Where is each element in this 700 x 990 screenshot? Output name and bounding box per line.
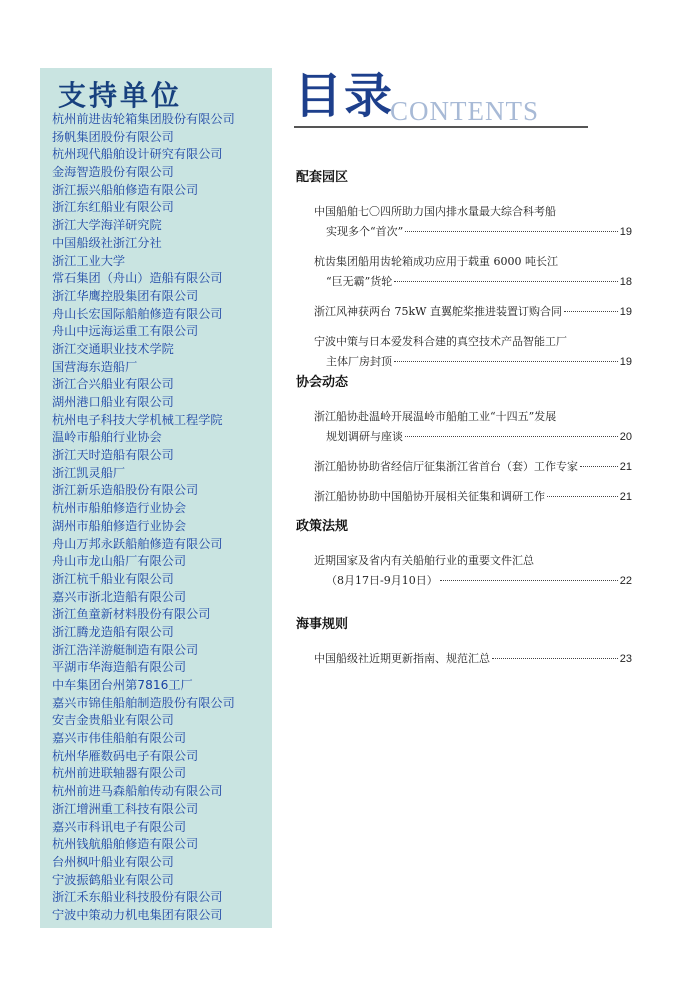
sponsor-item: 安吉金贵船业有限公司: [52, 713, 174, 728]
sponsor-item: 浙江增洲重工科技有限公司: [52, 801, 199, 816]
dot-leader: [547, 496, 618, 497]
sponsor-item: 浙江振兴船舶修造有限公司: [52, 182, 199, 197]
section-zhengce-fagui: [296, 515, 636, 601]
section-heading: 配套园区: [296, 170, 349, 185]
sponsor-item: 平湖市华海造船有限公司: [52, 660, 187, 675]
supporters-title: 支持单位: [58, 79, 183, 112]
sponsor-item: 杭州前进联轴器有限公司: [52, 766, 187, 781]
toc-entry-title: 规划调研与座谈: [326, 430, 403, 443]
toc-entry-title: 宁波中策与日本爱发科合建的真空技术产品智能工厂: [314, 335, 567, 348]
toc-title: 目录: [294, 68, 395, 124]
section-heading: 海事规则: [296, 617, 349, 632]
sponsor-item: 浙江浩洋游艇制造有限公司: [52, 642, 199, 657]
toc-entry-title: 主体厂房封顶: [326, 355, 392, 368]
section-heading: 协会动态: [296, 375, 349, 390]
sponsor-item: 浙江大学海洋研究院: [52, 218, 162, 233]
sponsor-item: 宁波中策动力机电集团有限公司: [52, 907, 223, 922]
section-haishi-guize: [296, 613, 636, 679]
sponsor-item: 湖州港口船业有限公司: [52, 395, 174, 409]
sponsor-item: 杭州前进齿轮箱集团股份有限公司: [52, 112, 235, 126]
toc-entry-title: 杭齿集团船用齿轮箱成功应用于载重 6000 吨长江: [314, 255, 558, 268]
section-peitao-yuanqu: [296, 166, 636, 382]
sponsor-item: 舟山市龙山船厂有限公司: [52, 554, 187, 569]
sponsor-item: 浙江工业大学: [52, 253, 126, 268]
sponsor-item: 温岭市船舶行业协会: [52, 430, 162, 445]
toc-entry-title: 中国船级社近期更新指南、规范汇总: [314, 652, 490, 665]
sponsor-item: 嘉兴市锦佳船舶制造股份有限公司: [52, 695, 235, 710]
toc-entry-title: 浙江风神获两台 75kW 直翼舵桨推进装置订购合同: [314, 305, 562, 318]
toc-divider: [294, 126, 588, 128]
toc-entry[interactable]: [314, 202, 632, 242]
supporters-panel: [40, 68, 272, 928]
sponsor-item: 杭州电子科技大学机械工程学院: [52, 412, 223, 427]
sponsor-item: 台州枫叶船业有限公司: [52, 854, 174, 869]
toc-page-number: 23: [619, 653, 632, 665]
toc-entry[interactable]: [314, 302, 632, 322]
sponsor-item: 杭州市船舶修造行业协会: [52, 501, 187, 516]
sponsor-item: 国营海东造船厂: [52, 359, 138, 374]
section-heading: 政策法规: [296, 519, 349, 534]
toc-entry[interactable]: [314, 332, 632, 372]
toc-entry[interactable]: [314, 649, 632, 669]
toc-entry-title: 浙江船协赴温岭开展温岭市船舶工业“十四五”发展: [314, 410, 557, 423]
sponsor-item: 浙江交通职业技术学院: [52, 341, 174, 356]
toc-page-number: 18: [619, 276, 632, 288]
sponsor-item: 杭州前进马森船舶传动有限公司: [52, 784, 223, 799]
sponsor-item: 中国船级社浙江分社: [52, 235, 162, 250]
sponsor-item: 杭州钱航船舶修造有限公司: [52, 837, 199, 852]
sponsor-item: 浙江杭千船业有限公司: [52, 571, 174, 586]
sponsor-item: 嘉兴市科讯电子有限公司: [52, 819, 187, 834]
sponsor-item: 金海智造股份有限公司: [52, 165, 174, 180]
toc-entry[interactable]: [314, 487, 632, 507]
toc-entry-title: 实现多个“首次”: [326, 225, 404, 238]
toc-entry-title: 中国船舶七〇四所助力国内排水量最大综合科考船: [314, 205, 556, 218]
sponsor-item: 浙江合兴船业有限公司: [52, 377, 174, 392]
sponsor-item: 常石集团（舟山）造船有限公司: [52, 271, 223, 286]
toc-page-number: 19: [619, 306, 632, 318]
sponsor-item: 浙江鱼童新材料股份有限公司: [52, 607, 211, 622]
sponsor-item: 舟山长宏国际船舶修造有限公司: [52, 306, 223, 321]
toc-page-number: 19: [619, 356, 632, 368]
toc-page-number: 21: [619, 461, 632, 473]
dot-leader: [440, 580, 618, 581]
dot-leader: [564, 311, 618, 312]
toc-entry[interactable]: [314, 551, 632, 591]
sponsor-item: 杭州现代船舶设计研究有限公司: [52, 147, 223, 162]
toc-entry[interactable]: [314, 252, 632, 292]
toc-entry-title: “巨无霸”货轮: [326, 275, 393, 288]
sponsor-item: 浙江禾东船业科技股份有限公司: [52, 890, 223, 905]
dot-leader: [405, 231, 618, 232]
toc-page-number: 21: [619, 491, 632, 503]
toc-page-number: 22: [619, 575, 632, 587]
sponsor-item: 浙江华鹰控股集团有限公司: [52, 288, 199, 303]
toc-header: [294, 70, 594, 130]
toc-page-number: 20: [619, 431, 632, 443]
sponsor-item: 舟山万邦永跃船舶修造有限公司: [52, 536, 223, 551]
toc-entry-title: （8月17日-9月10日）: [326, 574, 438, 587]
sponsor-item: 杭州华雁数码电子有限公司: [52, 748, 199, 763]
dot-leader: [394, 281, 618, 282]
sponsor-item: 湖州市船舶修造行业协会: [52, 518, 187, 533]
dot-leader: [492, 658, 618, 659]
sponsor-item: 扬帆集团股份有限公司: [52, 129, 174, 144]
toc-entry-title: 浙江船协协助省经信厅征集浙江省首台（套）工作专家: [314, 460, 578, 473]
toc-page-number: 19: [619, 226, 632, 238]
sponsor-item: 浙江新乐造船股份有限公司: [52, 483, 199, 498]
dot-leader: [580, 466, 618, 467]
sponsor-item: 浙江腾龙造船有限公司: [52, 624, 174, 639]
toc-entry[interactable]: [314, 407, 632, 447]
sponsor-item: 浙江天时造船有限公司: [52, 448, 174, 463]
sponsor-item: 嘉兴市浙北造船有限公司: [52, 589, 187, 604]
toc-entry-title: 浙江船协协助中国船协开展相关征集和调研工作: [314, 490, 545, 503]
toc-entry[interactable]: [314, 457, 632, 477]
sponsor-item: 浙江东红船业有限公司: [52, 200, 174, 215]
toc-subtitle: CONTENTS: [390, 96, 539, 126]
sponsor-item: 嘉兴市伟佳船舶有限公司: [52, 731, 187, 746]
dot-leader: [405, 436, 618, 437]
supporters-list: [52, 111, 235, 925]
dot-leader: [394, 361, 618, 362]
toc-entry-title: 近期国家及省内有关船舶行业的重要文件汇总: [314, 554, 534, 567]
sponsor-item: 宁波振鹤船业有限公司: [52, 872, 174, 887]
sponsor-item: 舟山中远海运重工有限公司: [52, 324, 199, 339]
sponsor-item: 中车集团台州第7816工厂: [52, 678, 193, 692]
sponsor-item: 浙江凯灵船厂: [52, 465, 126, 480]
section-xiehui-dongtai: [296, 371, 636, 517]
